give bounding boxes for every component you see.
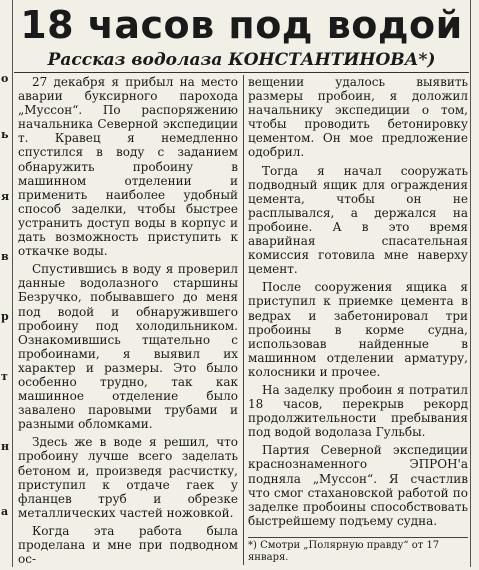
left-margin-fragments bbox=[0, 0, 13, 567]
margin-fragment: я bbox=[1, 190, 10, 203]
article-subtitle: Рассказ водолаза КОНСТАНТИНОВА*) bbox=[47, 50, 436, 70]
title-divider bbox=[14, 72, 469, 73]
footnote: *) Смотри „Полярную правду“ от 17 января. bbox=[248, 537, 468, 564]
margin-fragment: о bbox=[1, 72, 9, 85]
left-column bbox=[18, 75, 238, 570]
paragraph: Тогда я начал сооружать подводный ящик для ограждения цемента, чтобы он не расплывался, а держался на пробоине. А в это время аварийная спасательная комиссия готовила мне наверху цемент. bbox=[248, 163, 468, 277]
margin-fragment: ь bbox=[1, 128, 9, 141]
paragraph-continuation: вещении удалось выявить размеры пробоин, я доложил начальнику экспедиции о том, чтобы проводить бетонировку цементом. Он мое предложение одобрил. bbox=[248, 75, 468, 160]
paragraph: На заделку пробоин я потратил 18 часов, перекрыв рекорд продолжительности пребывания под водой водолаза Гульбы. bbox=[248, 382, 468, 440]
paragraph: Спустившись в воду я проверил данные водолазного старшины Безручко, побывавшего до меня под водой и обнаружившего пробоину под холодильником. Ознакомившись тщательно с пробоинами, я выявил их характер и размеры. Это было особенно трудно, так как машинное отделение было завалено паровыми трубами и разными обломками. bbox=[18, 262, 238, 432]
margin-fragment: в bbox=[1, 250, 9, 263]
margin-fragment: т bbox=[1, 370, 8, 383]
article-headline: 18 часов под водой bbox=[20, 3, 463, 47]
margin-fragment: н bbox=[1, 440, 10, 453]
column-divider bbox=[243, 75, 244, 565]
paragraph: Партия Северной экспедиции краснознаменного ЭПРОН'а подняла „Муссон“. Я счастлив что смог стахановской работой по заделке пробоины способствовать быстрейшему подъему судна. bbox=[248, 443, 468, 528]
paragraph: 27 декабря я прибыл на место аварии буксирного парохода „Муссон“. По распоряжению начальника Северной экспедиции т. Кравец я немедленно спустился в воду с заданием обнаружить пробоину в машинном отделении и применить наиболее удобный способ заделки, чтобы быстрее устранить доступ воды в корпус и дать возможность приступить к откачке воды. bbox=[18, 75, 238, 259]
paragraph: После сооружения ящика я приступил к приемке цемента в ведрах и забетонировал три пробоины в корме судна, использовав найденные в машинном отделении арматуру, колосники и прочее. bbox=[248, 280, 468, 379]
right-column bbox=[248, 75, 468, 532]
paragraph: Здесь же в воде я решил, что пробоину лучше всего заделать бетоном и, произведя расчистку, приступил к отдаче гаек у фланцев труб и обрезке металлических частей ножовкой. bbox=[18, 435, 238, 520]
margin-fragment: р bbox=[1, 310, 9, 323]
right-margin-rule bbox=[470, 0, 479, 567]
margin-fragment: а bbox=[1, 505, 9, 518]
paragraph: Когда эта работа была проделана и мне при подводном ос- bbox=[18, 523, 238, 567]
